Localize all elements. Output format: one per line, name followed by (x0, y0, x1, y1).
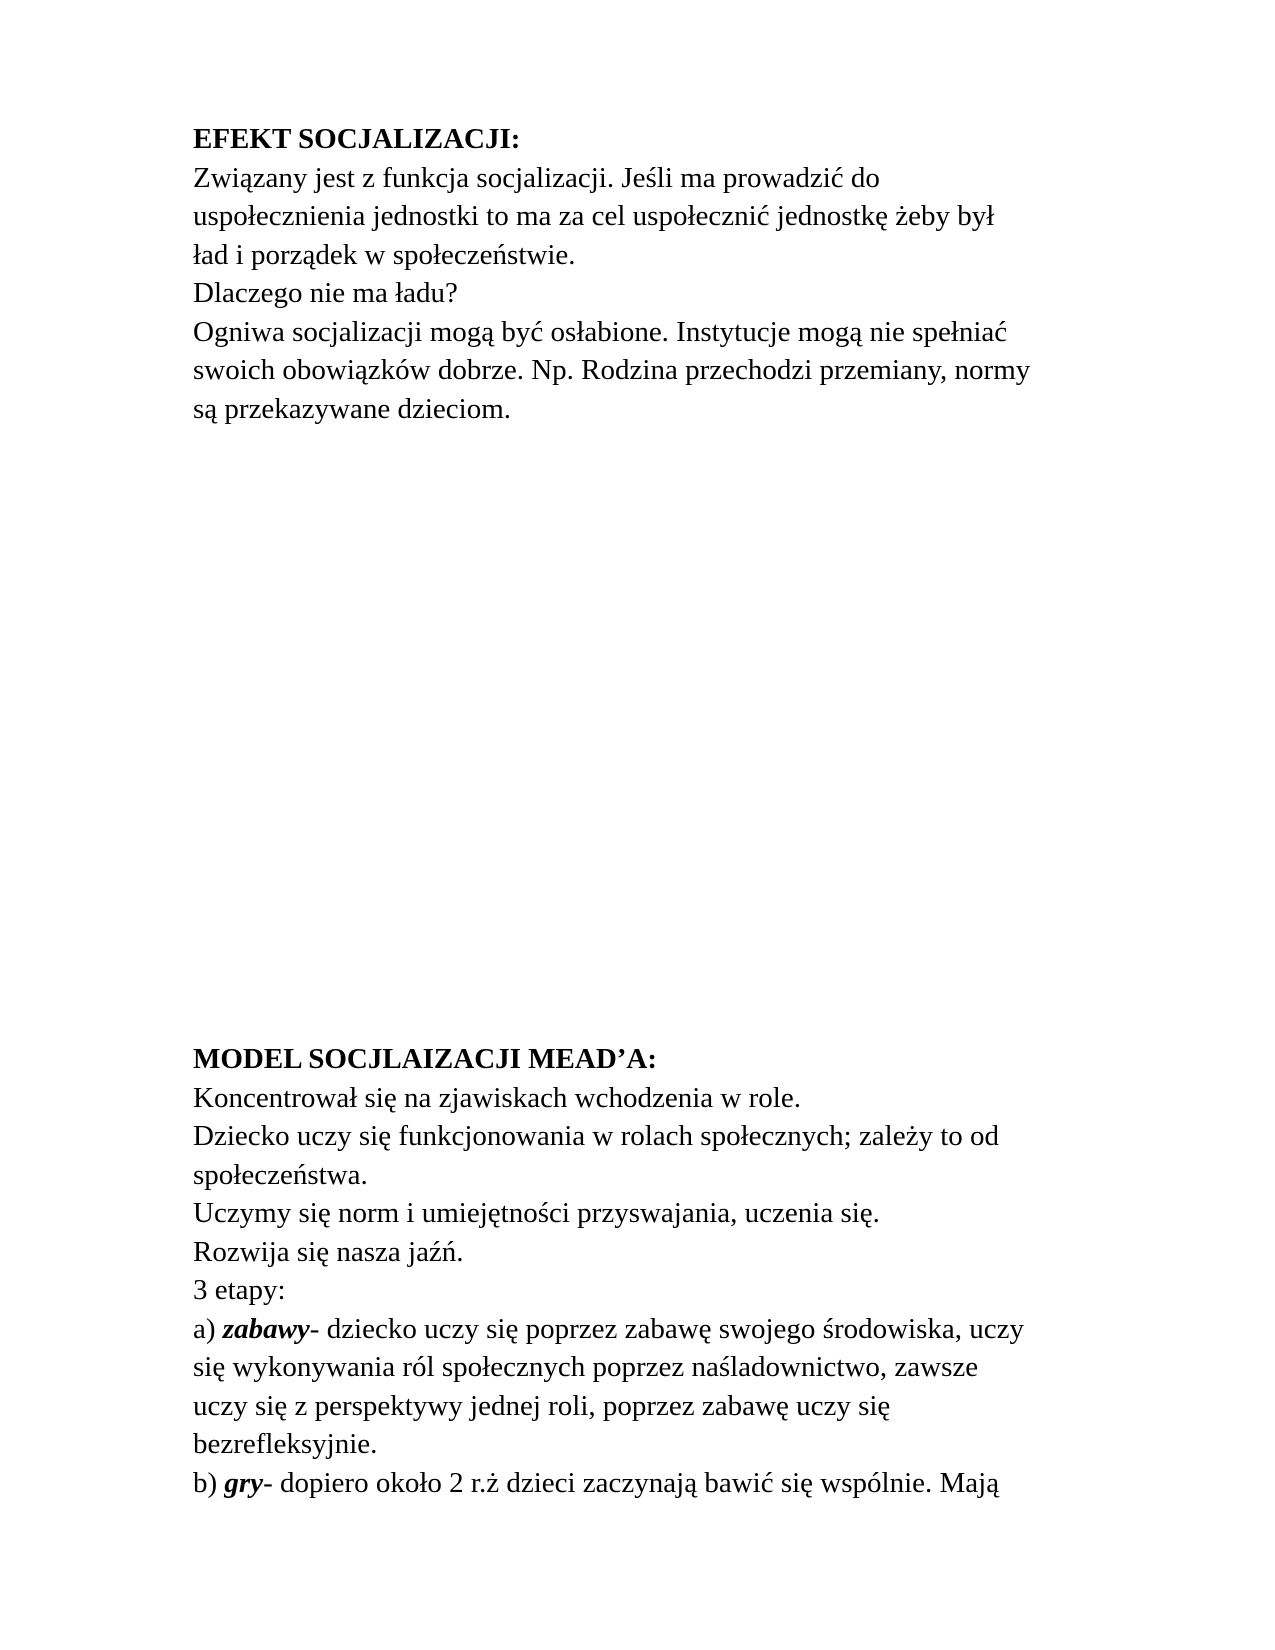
stage-a-line (193, 1310, 1173, 1349)
text-line: są przekazywane dzieciom. (193, 392, 512, 425)
stage-b-term: gry (224, 1466, 264, 1499)
text-line: swoich obowiązków dobrze. Np. Rodzina przechodzi przemiany, normy (193, 354, 1031, 386)
stage-b-line (193, 1464, 1173, 1503)
text-line: bezrefleksyjnie. (193, 1428, 378, 1460)
text-line: 3 etapy: (193, 1274, 286, 1306)
text-line: Dlaczego nie ma ładu? (193, 277, 458, 309)
text-line: uczy się z perspektywy jednej roli, poprzez zabawę uczy się (193, 1389, 891, 1422)
stage-b-prefix: b) (193, 1466, 225, 1499)
section-model-meada (193, 1040, 1173, 1502)
stage-a-term: zabawy (222, 1312, 310, 1345)
text-line: Rozwija się nasza jaźń. (193, 1235, 464, 1268)
text-line: Koncentrował się na zjawiskach wchodzenia w role. (193, 1081, 801, 1114)
section-heading: EFEKT SOCJALIZACJI: (193, 123, 521, 155)
stage-a-description: - dziecko uczy się poprzez zabawę swojego środowiska, uczy (309, 1312, 1025, 1345)
text-line: społeczeństwa. (193, 1158, 368, 1191)
text-line: uspołecznienia jednostki to ma za cel uspołecznić jednostkę żeby był (193, 200, 995, 232)
stage-b-description: - dopiero około 2 r.ż dzieci zaczynają bawić się wspólnie. Mają (263, 1466, 1000, 1499)
section-efekt-socjalizacji (193, 120, 1173, 428)
section-heading: MODEL SOCJLAIZACJI MEAD’A: (193, 1043, 658, 1075)
stage-a-prefix: a) (193, 1312, 223, 1345)
text-line: Dziecko uczy się funkcjonowania w rolach społecznych; zależy to od (193, 1120, 1000, 1152)
text-line: Uczymy się norm i umiejętności przyswajania, uczenia się. (193, 1197, 880, 1229)
text-line: ład i porządek w społeczeństwie. (193, 238, 576, 271)
text-line: Ogniwa socjalizacji mogą być osłabione. Instytucje mogą nie spełniać (193, 315, 1008, 348)
text-line: Związany jest z funkcja socjalizacji. Jeśli ma prowadzić do (193, 161, 880, 194)
text-line: się wykonywania ról społecznych poprzez naśladownictwo, zawsze (193, 1351, 979, 1383)
